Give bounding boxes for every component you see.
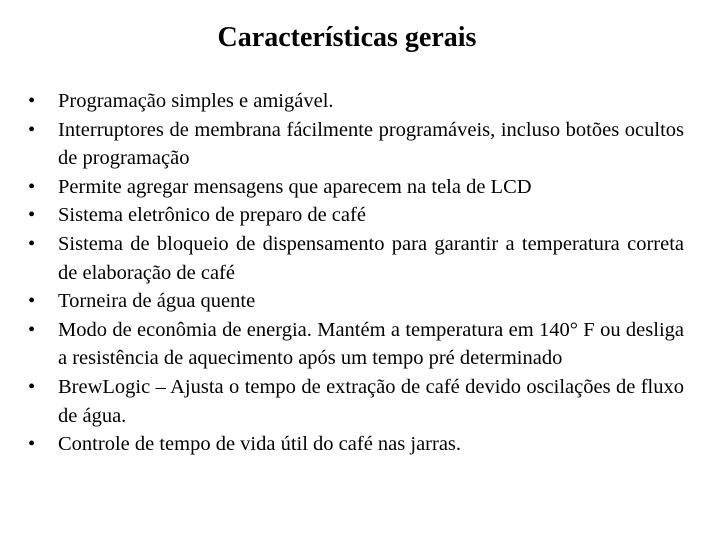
bullet-text: Sistema eletrônico de preparo de café bbox=[58, 204, 366, 227]
slide-title: Características gerais bbox=[217, 22, 477, 53]
bullet-icon: • bbox=[28, 232, 36, 255]
bullet-item bbox=[28, 201, 684, 230]
bullet-item bbox=[28, 373, 684, 430]
bullet-text: Sistema de bloqueio de dispensamento para garantir a temperatura correta de elaboração de café bbox=[58, 232, 684, 284]
bullet-icon: • bbox=[28, 290, 36, 313]
bullet-icon: • bbox=[28, 318, 36, 341]
bullet-list bbox=[28, 87, 684, 459]
bullet-item bbox=[28, 287, 684, 316]
bullet-item bbox=[28, 116, 684, 173]
bullet-icon: • bbox=[28, 204, 36, 227]
bullet-text: Programação simples e amigável. bbox=[58, 90, 334, 112]
bullet-item bbox=[28, 430, 684, 459]
bullet-text: BrewLogic – Ajusta o tempo de extração de café devido oscilações de fluxo de água. bbox=[58, 375, 684, 427]
bullet-text: Torneira de água quente bbox=[58, 290, 256, 313]
bullet-icon: • bbox=[28, 118, 36, 141]
bullet-item bbox=[28, 173, 684, 202]
bullet-text: Modo de econômia de energia. Mantém a temperatura em 140° F ou desliga a resistência de aquecimento após um tempo pré determinado bbox=[58, 318, 684, 370]
bullet-text: Permite agregar mensagens que aparecem na tela de LCD bbox=[58, 175, 532, 198]
bullet-text: Interruptores de membrana fácilmente programáveis, incluso botões ocultos de programação bbox=[58, 118, 684, 170]
bullet-item bbox=[28, 316, 684, 373]
bullet-text: Controle de tempo de vida útil do café nas jarras. bbox=[58, 433, 462, 456]
bullet-icon: • bbox=[28, 375, 36, 398]
bullet-item bbox=[28, 230, 684, 287]
bullet-icon: • bbox=[28, 90, 36, 112]
bullet-icon: • bbox=[28, 433, 36, 456]
bullet-item bbox=[28, 87, 684, 116]
bullet-icon: • bbox=[28, 175, 36, 198]
